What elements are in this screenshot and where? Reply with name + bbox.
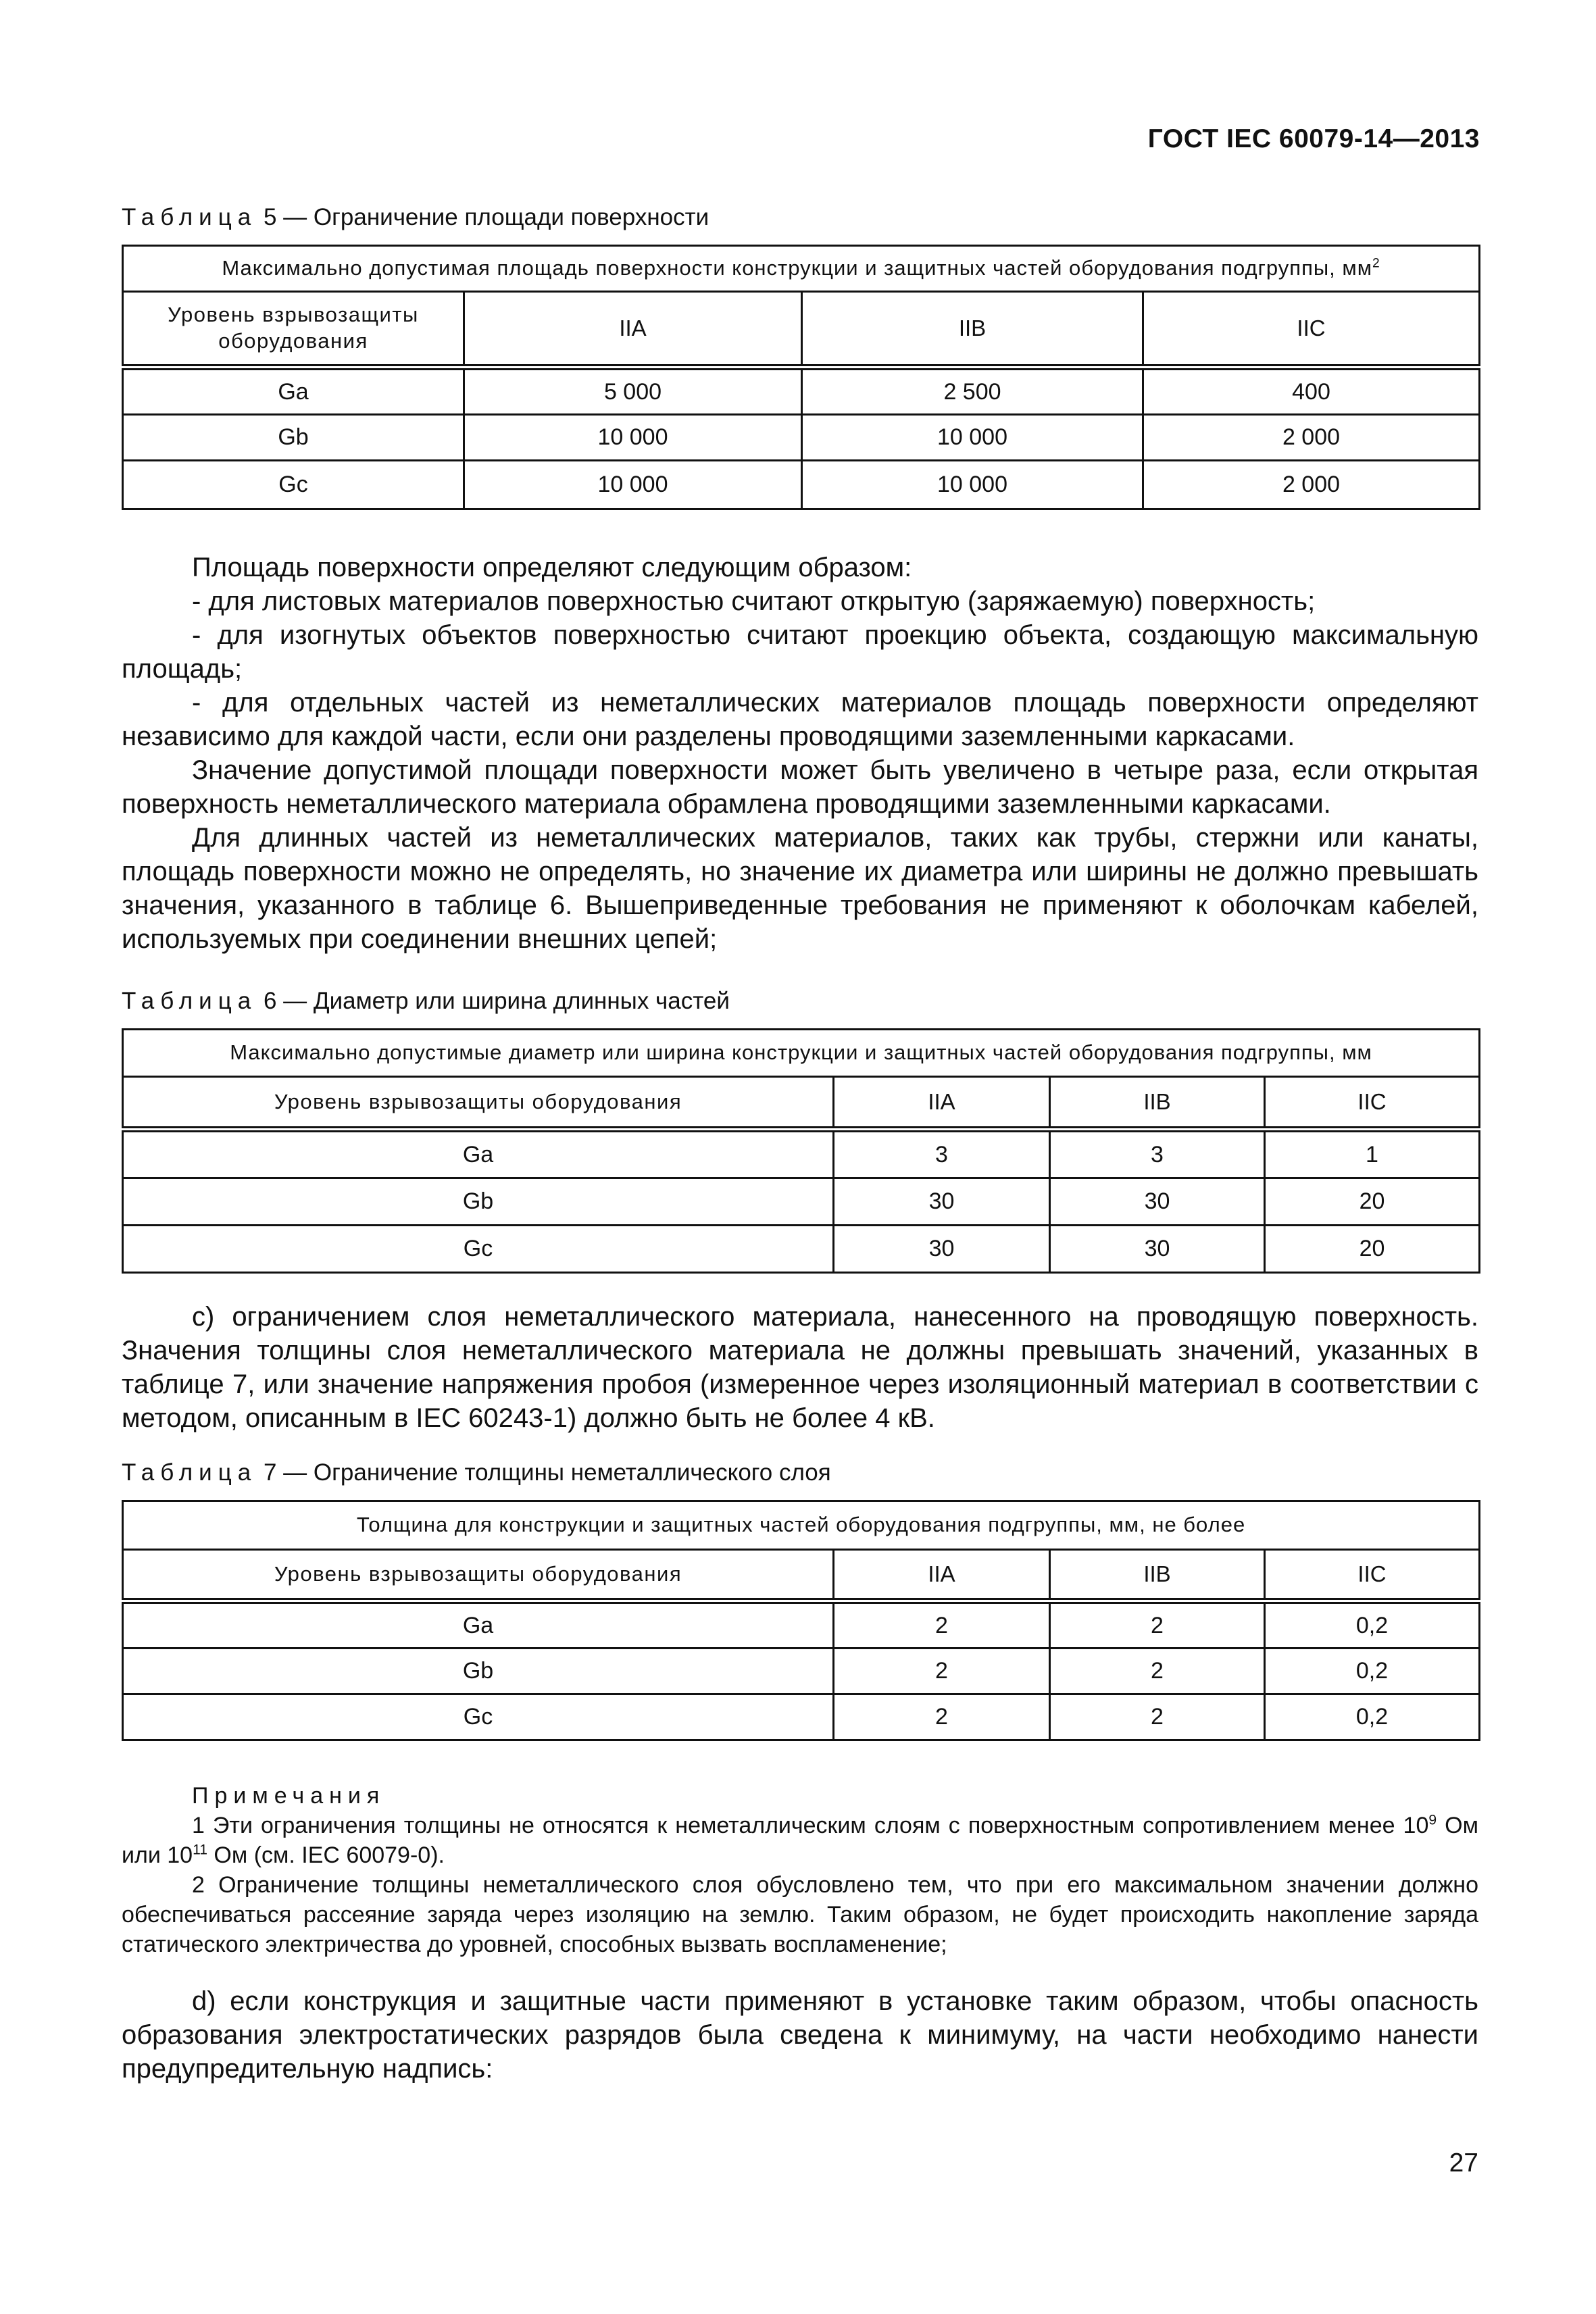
body-text-item-d: d) если конструкция и защитные части применяют в установке таким образом, чтобы опасность образования электростатических разрядов была сведена к минимуму, на части необходимо нанести предупредительную надпись: <box>122 1986 1478 2084</box>
value-cell: 10 000 <box>464 415 802 461</box>
table7-group-iia: IIA <box>834 1550 1050 1601</box>
table-row <box>123 1601 1480 1649</box>
notes-heading: Примечания <box>192 1783 386 1809</box>
value-cell: 3 <box>1050 1130 1265 1178</box>
value-cell: 2 000 <box>1143 415 1480 461</box>
value-cell: 2 <box>1050 1694 1265 1740</box>
document-code: ГОСТ IEC 60079-14—2013 <box>1147 124 1480 153</box>
table6-group-iib: IIB <box>1050 1077 1265 1130</box>
table5-top-header: Максимально допустимая площадь поверхности конструкции и защитных частей оборудования подгруппы, $мм^2$ <box>123 246 1480 292</box>
table-row <box>123 1694 1480 1740</box>
level-cell: Ga <box>123 1130 834 1178</box>
value-cell: 20 <box>1265 1226 1480 1273</box>
value-cell: 10 000 <box>464 461 802 509</box>
table-row <box>123 1649 1480 1694</box>
table-row <box>123 368 1480 415</box>
table5-group-iia: IIA <box>464 292 802 368</box>
value-cell: 2 <box>834 1601 1050 1649</box>
table5 <box>122 245 1480 510</box>
table7-caption: Таблица 7 — Ограничение толщины неметаллического слоя <box>122 1459 831 1486</box>
value-cell: 2 000 <box>1143 461 1480 509</box>
value-cell: 20 <box>1265 1178 1480 1226</box>
value-cell: 2 <box>1050 1649 1265 1694</box>
value-cell: 10 000 <box>802 415 1143 461</box>
value-cell: 30 <box>834 1226 1050 1273</box>
table6-top-header: Максимально допустимые диаметр или ширина конструкции и защитных частей оборудования подгруппы, мм <box>123 1030 1480 1077</box>
value-cell: 30 <box>1050 1226 1265 1273</box>
level-cell: Gb <box>123 415 464 461</box>
table5-caption: Таблица 5 — Ограничение площади поверхности <box>122 204 709 230</box>
value-cell: 30 <box>834 1178 1050 1226</box>
value-cell: 1 <box>1265 1130 1480 1178</box>
level-cell: Ga <box>123 368 464 415</box>
table6-level-header: Уровень взрывозащиты оборудования <box>123 1077 834 1130</box>
value-cell: 2 <box>834 1694 1050 1740</box>
table6-group-iic: IIC <box>1265 1077 1480 1130</box>
table-row <box>123 415 1480 461</box>
value-cell: 2 <box>1050 1601 1265 1649</box>
table7-level-header: Уровень взрывозащиты оборудования <box>123 1550 834 1601</box>
table6 <box>122 1028 1480 1274</box>
table6-group-iia: IIA <box>834 1077 1050 1130</box>
table7-top-header: Толщина для конструкции и защитных частей оборудования подгруппы, мм, не более <box>123 1501 1480 1550</box>
level-cell: Ga <box>123 1601 834 1649</box>
page-number: 27 <box>1449 2148 1478 2178</box>
table-row <box>123 461 1480 509</box>
level-cell: Gb <box>123 1649 834 1694</box>
level-cell: Gc <box>123 1694 834 1740</box>
body-text-item-c: c) ограничением слоя неметаллического материала, нанесенного на проводящую поверхность. Значения толщины слоя неметаллического материала не должны превышать значений, указанных в таблице 7, или значение напряжения пробоя (измеренное через изоляционный материал в соответствии с методом, описанным в IEC 60243-1) должно быть не более 4 кВ. <box>122 1302 1478 1433</box>
value-cell: 2 500 <box>802 368 1143 415</box>
value-cell: 30 <box>1050 1178 1265 1226</box>
table6-caption: Таблица 6 — Диаметр или ширина длинных частей <box>122 988 730 1014</box>
table7-group-iic: IIC <box>1265 1550 1480 1601</box>
level-cell: Gc <box>123 1226 834 1273</box>
table7 <box>122 1500 1480 1741</box>
table7-group-iib: IIB <box>1050 1550 1265 1601</box>
table5-level-header: Уровень взрывозащиты оборудования <box>123 292 464 368</box>
value-cell: 3 <box>834 1130 1050 1178</box>
body-text-surface-area: Площадь поверхности определяют следующим образом: - для листовых материалов поверхностью считают открытую (заряжаемую) поверхность; - для изогнутых объектов поверхностью считают проекцию объекта, создающую максимальную площадь; - для отдельных частей из неметаллических материалов площадь поверхности определяют независимо для каждой части, если они разделены проводящими заземленными каркасами. Значение допустимой площади поверхности может быть увеличено в четыре раза, если открытая поверхность неметаллического материала обрамлена проводящими заземленными каркасами. Для длинных частей из неметаллических материалов, таких как трубы, стержни или канаты, площадь поверхности можно не определять, но значение их диаметра или ширины не должно превышать значения, указанного в таблице 6. Вышеприведенные требования не применяют к оболочкам кабелей, используемых при соединении внешних цепей; <box>122 553 1478 954</box>
value-cell: 10 000 <box>802 461 1143 509</box>
table-row <box>123 1130 1480 1178</box>
value-cell: 5 000 <box>464 368 802 415</box>
table-row <box>123 1178 1480 1226</box>
table5-group-iib: IIB <box>802 292 1143 368</box>
table5-group-iic: IIC <box>1143 292 1480 368</box>
level-cell: Gb <box>123 1178 834 1226</box>
value-cell: 2 <box>834 1649 1050 1694</box>
value-cell: 400 <box>1143 368 1480 415</box>
value-cell: 0,2 <box>1265 1694 1480 1740</box>
note-1: 1 Эти ограничения толщины не относятся к неметаллическим слоям с поверхностным сопротивлением менее $10^9$ Ом или $10^{11}$ Ом (см. IEC 60079-0). <box>122 1812 1478 1868</box>
value-cell: 0,2 <box>1265 1601 1480 1649</box>
notes-block <box>122 1781 1478 1959</box>
table-row <box>123 1226 1480 1273</box>
note-2: 2 Ограничение толщины неметаллического слоя обусловлено тем, что при его максимальном значении должно обеспечиваться рассеяние заряда через изоляцию на землю. Таким образом, не будет происходить накопление заряда статического электричества до уровней, способных вызвать воспламенение; <box>122 1872 1478 1957</box>
level-cell: Gc <box>123 461 464 509</box>
value-cell: 0,2 <box>1265 1649 1480 1694</box>
